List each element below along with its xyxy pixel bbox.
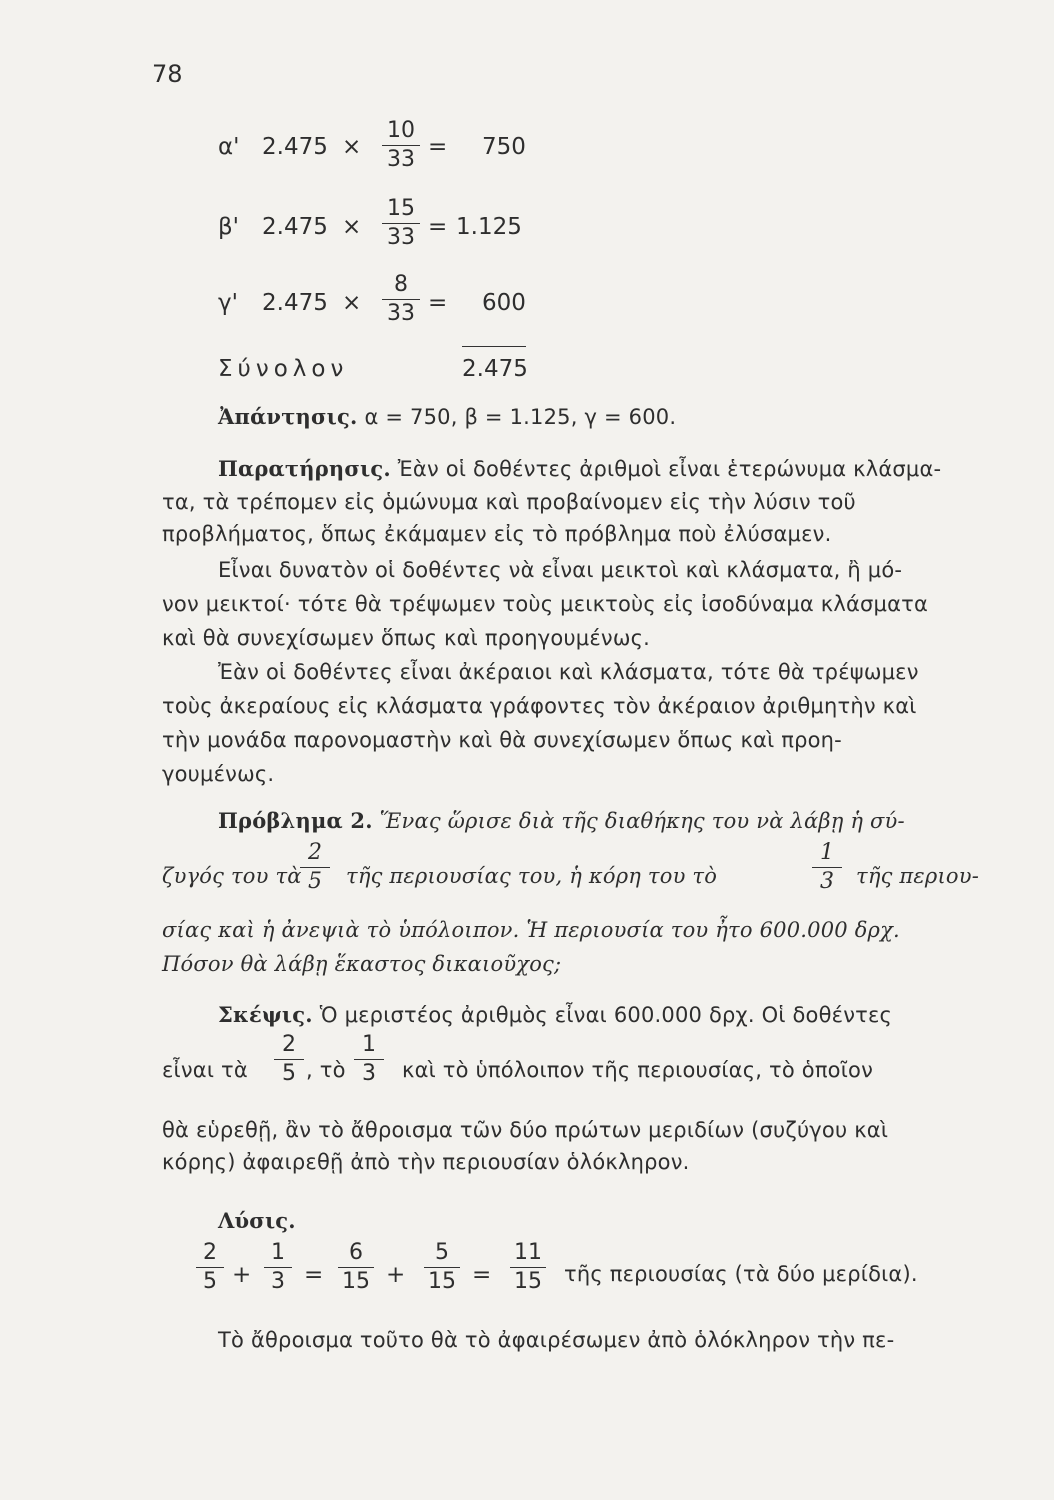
fraction-bar: [300, 867, 330, 868]
solution-fraction: [338, 1242, 374, 1293]
fraction-numerator: 5: [435, 1240, 449, 1265]
fraction-bar: [382, 223, 420, 224]
total-value: 2.475: [462, 356, 528, 382]
calc-fraction: [382, 120, 420, 171]
fraction-numerator: 2: [308, 840, 322, 865]
solution-fraction: [264, 1242, 292, 1293]
fraction-numerator: 2: [282, 1032, 296, 1057]
calc-base: 2.475: [262, 214, 328, 240]
fraction-numerator: 1: [820, 840, 834, 865]
fraction-bar: [424, 1267, 460, 1268]
page-number: 78: [152, 60, 183, 88]
problem-fraction-two-fifths: [300, 842, 330, 893]
problem-line-2b: τῆς περιουσίας του, ἡ κόρη του τὸ: [346, 864, 718, 888]
para2-line-1: Εἶναι δυνατὸν οἱ δοθέντες νὰ εἶναι μεικτοὶ καὶ κλάσματα, ἢ μό-: [218, 558, 903, 582]
thinking-text: Ὁ μεριστέος ἀριθμὸς εἶναι 600.000 δρχ. Οἱ δοθέντες: [319, 1003, 893, 1027]
thinking-line-2a: εἶναι τὰ: [162, 1058, 248, 1082]
problem-line-2a: ζυγός του τὰ: [162, 864, 302, 888]
para3-line-3: τὴν μονάδα παρονομαστὴν καὶ θὰ συνεχίσωμεν ὅπως καὶ προη-: [162, 728, 842, 752]
solution-label: Λύσις.: [218, 1208, 296, 1233]
problem-line-1: [218, 808, 905, 833]
problem-line-4: Πόσον θὰ λάβῃ ἕκαστος δικαιοῦχος;: [162, 952, 562, 976]
fraction-bar: [338, 1267, 374, 1268]
problem-fraction-one-third: [812, 842, 842, 893]
calc-label: β': [218, 214, 240, 240]
fraction-numerator: 11: [514, 1240, 542, 1265]
calc-fraction: [382, 274, 420, 325]
problem-line-2c: τῆς περιου-: [856, 864, 979, 888]
thinking-line-4: κόρης) ἀφαιρεθῇ ἀπὸ τὴν περιουσίαν ὁλόκληρον.: [162, 1150, 690, 1174]
solution-fraction: [424, 1242, 460, 1293]
fraction-denominator: 33: [387, 147, 415, 172]
answer-text: α = 750, β = 1.125, γ = 600.: [364, 405, 677, 429]
thinking-label: Σκέψις.: [218, 1002, 313, 1027]
solution-fraction: [196, 1242, 224, 1293]
thinking-fraction-one-third: [354, 1034, 384, 1085]
fraction-bar: [354, 1059, 384, 1060]
thinking-line-1: [218, 1002, 892, 1027]
fraction-numerator: 1: [362, 1032, 376, 1057]
fraction-denominator: 3: [820, 869, 834, 894]
problem-line-3: σίας καὶ ἡ ἀνεψιὰ τὸ ὑπόλοιπον. Ἡ περιουσία του ἦτο 600.000 δρχ.: [162, 918, 900, 942]
calc-base: 2.475: [262, 290, 328, 316]
fraction-bar: [812, 867, 842, 868]
fraction-numerator: 2: [203, 1240, 217, 1265]
thinking-fraction-two-fifths: [274, 1034, 304, 1085]
solution-last-line: Τὸ ἄθροισμα τοῦτο θὰ τὸ ἀφαιρέσωμεν ἀπὸ ὁλόκληρον τὴν πε-: [218, 1328, 895, 1352]
fraction-bar: [382, 299, 420, 300]
answer-label: Ἀπάντησις.: [218, 404, 358, 429]
sum-line: [462, 346, 526, 347]
calc-result: 750: [482, 134, 526, 160]
times-sign: ×: [342, 290, 362, 316]
fraction-numerator: 10: [387, 118, 415, 143]
thinking-line-2b: καὶ τὸ ὑπόλοιπον τῆς περιουσίας, τὸ ὁποῖον: [402, 1058, 873, 1082]
fraction-denominator: 5: [282, 1061, 296, 1086]
para2-line-2: νον μεικτοί· τότε θὰ τρέψωμεν τοὺς μεικτοὺς εἰς ἰσοδύναμα κλάσματα: [162, 592, 929, 616]
fraction-denominator: 5: [203, 1269, 217, 1294]
equals-sign: =: [304, 1262, 324, 1288]
para3-line-2: τοὺς ἀκεραίους εἰς κλάσματα γράφοντες τὸν ἀκέραιον ἀριθμητὴν καὶ: [162, 694, 917, 718]
calc-result: 600: [482, 290, 526, 316]
fraction-denominator: 15: [514, 1269, 542, 1294]
problem-label: Πρόβλημα 2.: [218, 808, 373, 833]
equals-sign: =: [428, 214, 448, 240]
para3-line-4: γουμένως.: [162, 762, 275, 786]
times-sign: ×: [342, 134, 362, 160]
fraction-denominator: 33: [387, 301, 415, 326]
fraction-bar: [510, 1267, 546, 1268]
para3-line-1: Ἐὰν οἱ δοθέντες εἶναι ἀκέραιοι καὶ κλάσματα, τότε θὰ τρέψωμεν: [218, 660, 919, 684]
para2-line-3: καὶ θὰ συνεχίσωμεν ὅπως καὶ προηγουμένως.: [162, 626, 651, 650]
fraction-numerator: 15: [387, 196, 415, 221]
thinking-comma: , τὸ: [306, 1058, 346, 1082]
fraction-numerator: 8: [394, 272, 408, 297]
equals-sign: =: [472, 1262, 492, 1288]
calc-base: 2.475: [262, 134, 328, 160]
fraction-denominator: 3: [271, 1269, 285, 1294]
fraction-bar: [382, 145, 420, 146]
total-label: Σύνολον: [218, 356, 349, 382]
fraction-denominator: 5: [308, 869, 322, 894]
remark-line-1: [218, 456, 941, 481]
fraction-numerator: 1: [271, 1240, 285, 1265]
equals-sign: =: [428, 290, 448, 316]
problem-text: Ἕνας ὥρισε διὰ τῆς διαθήκης του νὰ λάβῃ ἡ σύ-: [379, 809, 905, 833]
fraction-denominator: 33: [387, 225, 415, 250]
fraction-bar: [264, 1267, 292, 1268]
calc-fraction: [382, 198, 420, 249]
calc-label: γ': [218, 290, 238, 316]
plus-sign: +: [386, 1262, 406, 1288]
remark-label: Παρατήρησις.: [218, 456, 391, 481]
solution-fraction: [510, 1242, 546, 1293]
solution-tail: τῆς περιουσίας (τὰ δύο μερίδια).: [564, 1262, 918, 1286]
fraction-denominator: 15: [428, 1269, 456, 1294]
answer-line: [218, 404, 676, 429]
thinking-line-3: θὰ εὑρεθῇ, ἂν τὸ ἄθροισμα τῶν δύο πρώτων μεριδίων (συζύγου καὶ: [162, 1118, 889, 1142]
remark-text: Ἐὰν οἱ δοθέντες ἀριθμοὶ εἶναι ἑτερώνυμα κλάσμα-: [397, 457, 942, 481]
calc-result: 1.125: [456, 214, 522, 240]
fraction-numerator: 6: [349, 1240, 363, 1265]
fraction-denominator: 3: [362, 1061, 376, 1086]
calc-label: α': [218, 134, 240, 160]
plus-sign: +: [232, 1262, 252, 1288]
fraction-bar: [196, 1267, 224, 1268]
fraction-denominator: 15: [342, 1269, 370, 1294]
times-sign: ×: [342, 214, 362, 240]
remark-line-2: τα, τὰ τρέπομεν εἰς ὁμώνυμα καὶ προβαίνομεν εἰς τὴν λύσιν τοῦ: [162, 490, 856, 514]
fraction-bar: [274, 1059, 304, 1060]
equals-sign: =: [428, 134, 448, 160]
remark-line-3: προβλήματος, ὅπως ἐκάμαμεν εἰς τὸ πρόβλημα ποὺ ἐλύσαμεν.: [162, 522, 832, 546]
